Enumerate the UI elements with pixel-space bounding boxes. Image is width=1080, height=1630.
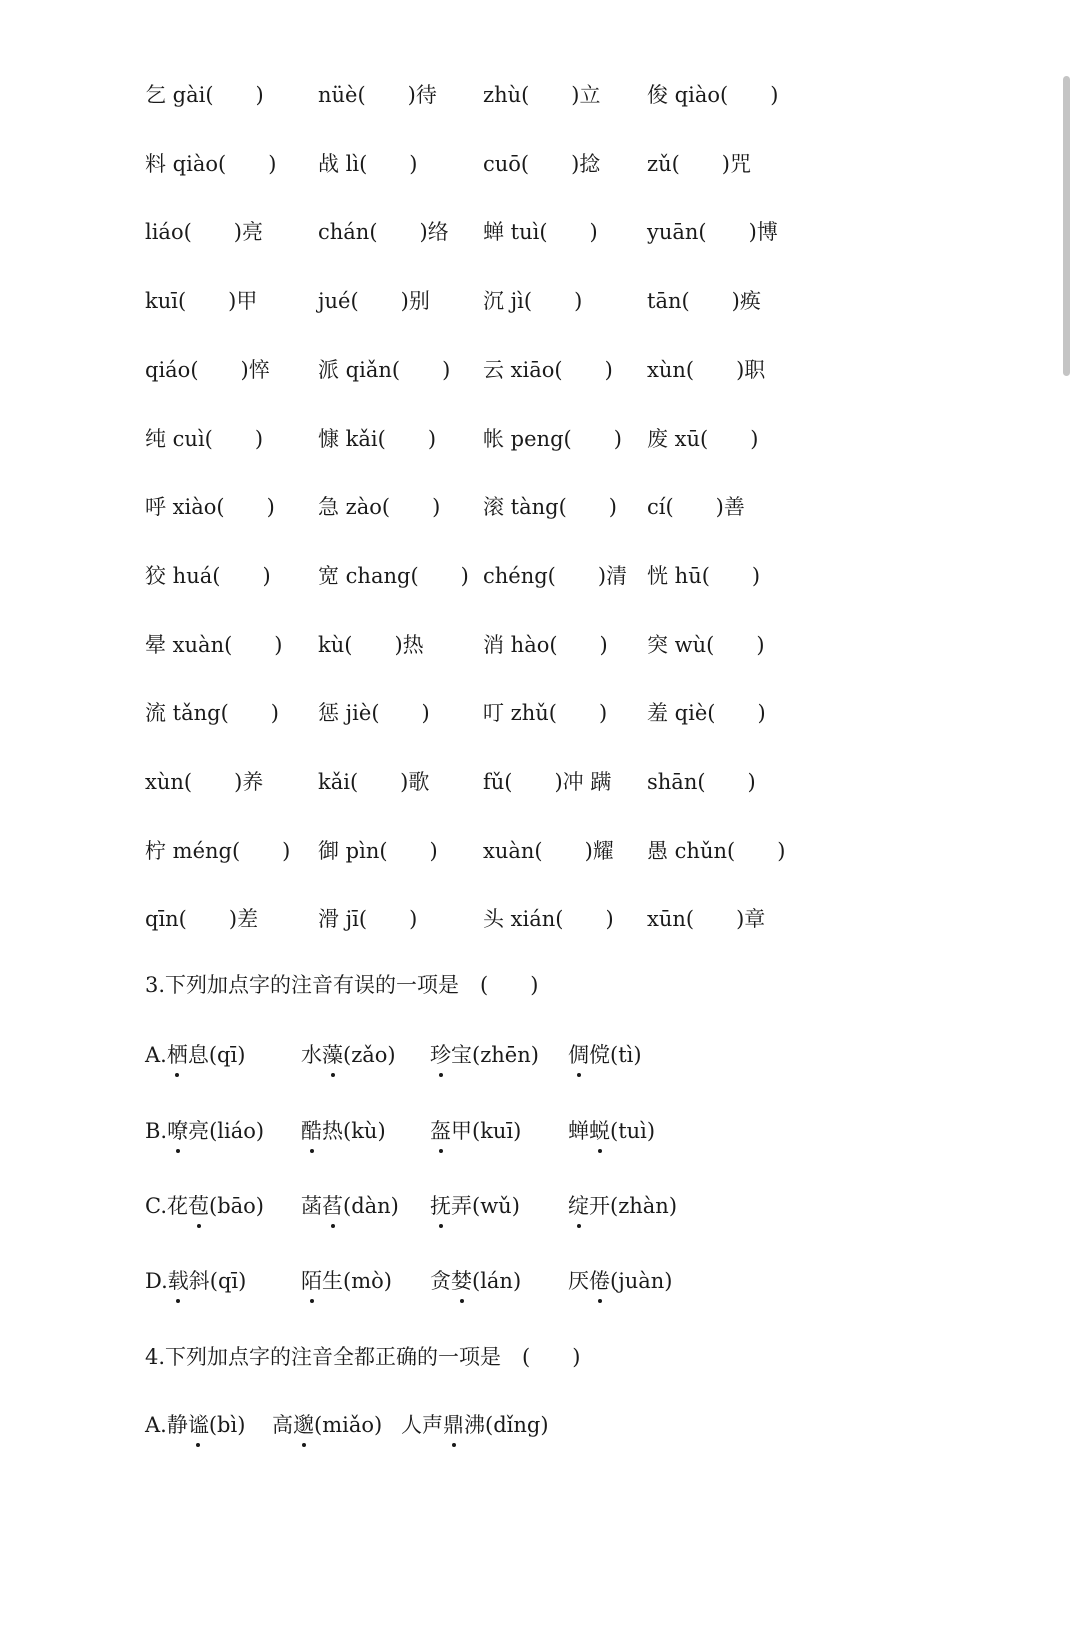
pinyin-item: xuàn( )耀 (483, 838, 614, 863)
pinyin-item: chán( )络 (318, 220, 449, 245)
vertical-scrollbar[interactable] (1063, 76, 1070, 376)
dotted-character: 倦 (589, 1266, 610, 1296)
dotted-character: 萏 (322, 1191, 343, 1221)
pinyin-item: 俊 qiào( ) (647, 83, 779, 107)
word-part-with-pinyin: 热(kù) (322, 1119, 386, 1143)
word-part-with-pinyin: 亮(liáo) (188, 1119, 265, 1143)
dotted-character: 盔 (430, 1116, 451, 1146)
pinyin-item: 愚 chǔn( ) (647, 838, 786, 863)
word-part: 人声 (401, 1413, 443, 1437)
word-part-with-pinyin: (lán) (472, 1269, 522, 1293)
option-letter: B. (145, 1119, 168, 1143)
pinyin-item: xūn( )章 (647, 907, 766, 932)
dotted-character: 蜕 (589, 1116, 610, 1146)
word-part-with-pinyin: 开(zhàn) (589, 1194, 678, 1218)
pinyin-item: kuī( )甲 (145, 289, 258, 314)
word-part: 高 (272, 1413, 293, 1437)
word-part-with-pinyin: (zǎo) (343, 1043, 396, 1067)
dotted-character: 倜 (568, 1040, 589, 1070)
option-item (568, 1116, 655, 1146)
option-item (401, 1410, 549, 1440)
grid-row (0, 80, 1000, 120)
pinyin-item: zǔ( )咒 (647, 151, 751, 176)
pinyin-item: 急 zào( ) (318, 495, 441, 520)
word-part-with-pinyin: (tuì) (610, 1119, 656, 1143)
word-part-with-pinyin: 弄(wǔ) (451, 1194, 520, 1218)
word-part: 贪 (430, 1269, 451, 1293)
word-part: 花 (167, 1194, 188, 1218)
pinyin-item: 消 hào( ) (483, 632, 608, 657)
pinyin-item: 云 xiāo( ) (483, 357, 613, 382)
option-row (145, 1410, 1025, 1446)
pinyin-item: 柠 méng( ) (145, 838, 291, 863)
pinyin-item: nüè( )待 (318, 83, 437, 107)
pinyin-item: 惩 jiè( ) (318, 701, 430, 726)
dotted-character: 邈 (293, 1410, 314, 1440)
option-item (145, 1116, 264, 1146)
pinyin-item: 派 qiǎn( ) (318, 357, 451, 382)
word-part-with-pinyin: 傥(tì) (589, 1043, 642, 1067)
option-item (145, 1266, 246, 1296)
word-part-with-pinyin: 甲(kuī) (451, 1119, 522, 1143)
pinyin-item: 叮 zhǔ( ) (483, 701, 608, 726)
dotted-character: 载 (168, 1266, 189, 1296)
pinyin-item: xùn( )养 (145, 770, 264, 794)
grid-row (0, 561, 1000, 601)
dotted-character: 陌 (301, 1266, 322, 1296)
pinyin-item: 战 lì( ) (318, 151, 418, 176)
word-part-with-pinyin: 生(mò) (322, 1269, 392, 1293)
dotted-character: 藻 (322, 1040, 343, 1070)
word-part-with-pinyin: (dàn) (343, 1194, 399, 1218)
option-item (145, 1040, 245, 1070)
grid-row (0, 217, 1000, 257)
word-part-with-pinyin: 斜(qī) (188, 1269, 247, 1293)
option-letter: A. (145, 1413, 167, 1437)
dotted-character: 苞 (188, 1191, 209, 1221)
option-letter: C. (145, 1194, 167, 1218)
pinyin-item: 废 xū( ) (647, 426, 759, 451)
option-item (568, 1040, 642, 1070)
option-item (301, 1266, 392, 1296)
pinyin-item: 蝉 tuì( ) (483, 220, 598, 245)
option-row (145, 1191, 1025, 1227)
pinyin-item: qīn( )差 (145, 907, 259, 932)
grid-row (0, 286, 1000, 326)
pinyin-item: zhù( )立 (483, 83, 601, 107)
dotted-character: 栖 (167, 1040, 188, 1070)
grid-row (0, 149, 1000, 189)
grid-row (0, 767, 1000, 807)
word-part: 水 (301, 1043, 322, 1067)
pinyin-item: liáo( )亮 (145, 220, 263, 245)
pinyin-item: 流 tǎng( ) (145, 701, 279, 726)
word-part: 静 (166, 1413, 188, 1437)
pinyin-item: 纯 cuì( ) (145, 426, 264, 451)
dotted-character: 嘹 (167, 1116, 188, 1146)
word-part-with-pinyin: 息(qī) (187, 1043, 246, 1067)
option-item (568, 1266, 672, 1296)
option-row (145, 1116, 1025, 1152)
pinyin-item: jué( )别 (318, 289, 430, 314)
option-item (301, 1040, 396, 1070)
word-part-with-pinyin: (juàn) (610, 1269, 673, 1293)
option-letter: D. (145, 1269, 168, 1293)
pinyin-item: cí( )善 (647, 495, 745, 520)
option-item (301, 1191, 399, 1221)
pinyin-item: 滑 jī( ) (318, 907, 418, 932)
option-row (145, 1040, 1025, 1076)
dotted-character: 绽 (568, 1191, 589, 1221)
pinyin-item: shān( ) (647, 770, 756, 794)
dotted-character: 鼎 (443, 1410, 464, 1440)
pinyin-item: fǔ( )冲 蹒 (483, 770, 612, 794)
dotted-character: 谧 (188, 1410, 209, 1440)
grid-row (0, 424, 1000, 464)
pinyin-item: 羞 qiè( ) (647, 701, 766, 726)
pinyin-item: 滚 tàng( ) (483, 495, 617, 520)
grid-row (0, 836, 1000, 876)
pinyin-item: 晕 xuàn( ) (145, 632, 283, 657)
word-part: 蝉 (568, 1119, 589, 1143)
grid-row (0, 630, 1000, 670)
word-part: 菡 (301, 1194, 322, 1218)
pinyin-item: 狡 huá( ) (145, 563, 271, 588)
word-part-with-pinyin: (miǎo) (314, 1413, 383, 1437)
option-item (430, 1266, 521, 1296)
dotted-character: 婪 (451, 1266, 472, 1296)
pinyin-item: qiáo( )悴 (145, 357, 270, 382)
pinyin-item: 御 pìn( ) (318, 838, 438, 863)
pinyin-item: kǎi( )歌 (318, 770, 430, 794)
question-4-title: 4.下列加点字的注音全都正确的一项是 ( ) (145, 1345, 581, 1369)
grid-row (0, 904, 1000, 944)
option-item (272, 1410, 382, 1440)
pinyin-item: yuān( )博 (647, 220, 778, 245)
pinyin-item: 乞 gài( ) (145, 83, 264, 107)
pinyin-item: 头 xián( ) (483, 907, 614, 932)
option-item (145, 1410, 245, 1440)
option-item (430, 1191, 520, 1221)
word-part: 厌 (568, 1269, 589, 1293)
question-3-title: 3.下列加点字的注音有误的一项是 ( ) (145, 973, 539, 997)
grid-row (0, 698, 1000, 738)
pinyin-item: xùn( )职 (647, 357, 766, 382)
option-item (301, 1116, 386, 1146)
option-row (145, 1266, 1025, 1302)
option-letter: A. (145, 1043, 167, 1067)
pinyin-item: kù( )热 (318, 632, 424, 657)
word-part-with-pinyin: (bì) (208, 1413, 246, 1437)
pinyin-item: chéng( )清 (483, 563, 628, 588)
option-item (430, 1116, 521, 1146)
word-part-with-pinyin: 沸(dǐng) (464, 1413, 549, 1437)
option-item (145, 1191, 264, 1221)
pinyin-item: 突 wù( ) (647, 632, 765, 657)
pinyin-item: 帐 peng( ) (483, 426, 622, 451)
pinyin-item: 沉 jì( ) (483, 289, 583, 314)
pinyin-item: cuō( )捻 (483, 151, 601, 176)
pinyin-item: 宽 chang( ) (318, 563, 469, 588)
pinyin-item: 恍 hū( ) (647, 563, 761, 588)
dotted-character: 珍 (430, 1040, 451, 1070)
pinyin-item: 呼 xiào( ) (145, 495, 275, 520)
grid-row (0, 355, 1000, 395)
word-part-with-pinyin: 宝(zhēn) (451, 1043, 539, 1067)
pinyin-item: tān( )痪 (647, 289, 761, 314)
option-item (430, 1040, 539, 1070)
option-item (568, 1191, 677, 1221)
pinyin-item: 慷 kǎi( ) (318, 426, 437, 451)
grid-row (0, 492, 1000, 532)
pinyin-item: 料 qiào( ) (145, 151, 277, 176)
word-part-with-pinyin: (bāo) (209, 1194, 264, 1218)
dotted-character: 酷 (301, 1116, 322, 1146)
dotted-character: 抚 (430, 1191, 451, 1221)
